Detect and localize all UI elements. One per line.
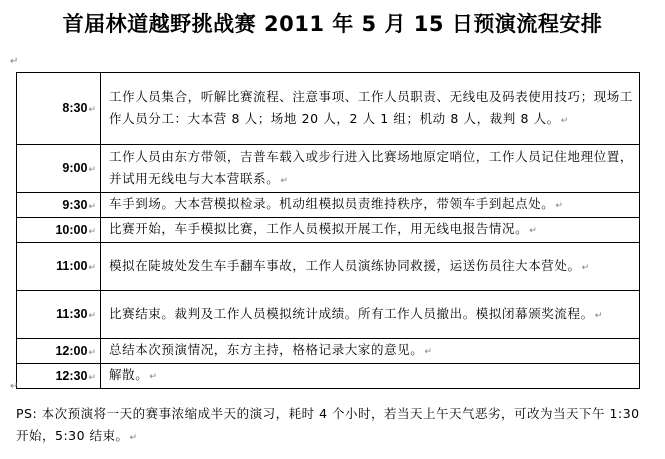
postscript-note: PS: 本次预演将一天的赛事浓缩成半天的演习，耗时 4 个小时，若当天上午天气恶劣，可改为当天下午 1:30 开始，5:30 结束。↵ <box>16 406 640 443</box>
description-cell: 工作人员集合，听解比赛流程、注意事项、工作人员职责、无线电及码表使用技巧；现场工作人员分工：大本营 8 人；场地 20 人，2 人 1 组；机动 8 人，裁判 8 人。↵ <box>101 73 640 145</box>
time-cell: 8:30↵ <box>17 73 101 145</box>
table-row <box>17 291 640 339</box>
description-cell: 比赛开始，车手模拟比赛，工作人员模拟开展工作，用无线电报告情况。↵ <box>101 218 640 243</box>
table-row <box>17 73 640 145</box>
schedule-table <box>16 72 640 389</box>
time-cell: 9:30↵ <box>17 193 101 218</box>
description-cell: 总结本次预演情况，东方主持，格格记录大家的意见。↵ <box>101 339 640 364</box>
description-cell: 模拟在陡坡处发生车手翻车事故，工作人员演练协同救援，运送伤员往大本营处。↵ <box>101 243 640 291</box>
table-row <box>17 218 640 243</box>
paragraph-mark: ↵ <box>10 56 19 67</box>
time-cell: 10:00↵ <box>17 218 101 243</box>
page-title: 首届林道越野挑战赛 2011 年 5 月 15 日预演流程安排 <box>62 12 603 36</box>
time-cell: 11:00↵ <box>17 243 101 291</box>
table-row <box>17 193 640 218</box>
table-row <box>17 145 640 193</box>
paragraph-mark: ↵ <box>10 381 19 392</box>
time-cell: 11:30↵ <box>17 291 101 339</box>
table-row <box>17 243 640 291</box>
time-cell: 12:30↵ <box>17 364 101 389</box>
time-cell: 9:00↵ <box>17 145 101 193</box>
description-cell: 解散。↵ <box>101 364 640 389</box>
time-cell: 12:00↵ <box>17 339 101 364</box>
table-row <box>17 364 640 389</box>
description-cell: 比赛结束。裁判及工作人员模拟统计成绩。所有工作人员撤出。模拟闭幕颁奖流程。↵ <box>101 291 640 339</box>
description-cell: 车手到场。大本营模拟检录。机动组模拟员责维持秩序，带领车手到起点处。↵ <box>101 193 640 218</box>
description-cell: 工作人员由东方带领，吉普车载入或步行进入比赛场地原定哨位，工作人员记住地理位置，并试用无线电与大本营联系。↵ <box>101 145 640 193</box>
table-row <box>17 339 640 364</box>
